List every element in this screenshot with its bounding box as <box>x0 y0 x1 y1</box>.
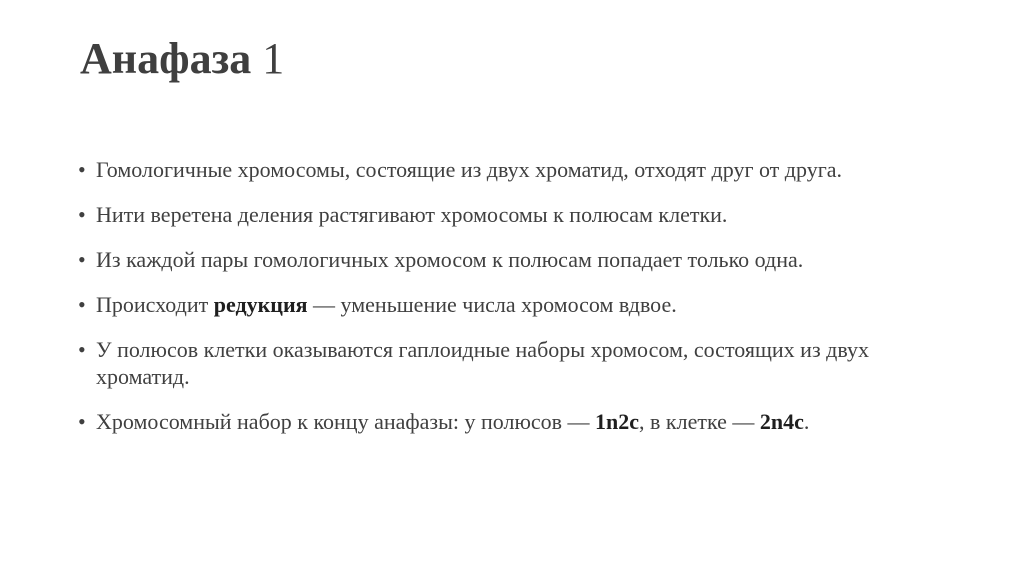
bullet-item <box>80 408 960 435</box>
bullet-text: Нити веретена деления растягивают хромосомы к полюсам клетки. <box>96 202 728 227</box>
bullet-dot: • <box>78 292 86 317</box>
title-main: Анафаза <box>80 34 252 83</box>
slide-title <box>80 33 284 85</box>
bullet-item <box>80 201 960 228</box>
bullet-dot: • <box>78 157 86 182</box>
bullet-item <box>80 156 960 183</box>
bullet-item <box>80 336 960 390</box>
bullet-text-end: . <box>803 409 810 434</box>
bullet-list <box>80 156 960 453</box>
bullet-text-before: Происходит <box>96 292 214 317</box>
bullet-bold-formula-poles: 1n2c <box>595 409 640 434</box>
bullet-text-middle: , в клетке — <box>639 409 760 434</box>
title-number: 1 <box>262 34 285 83</box>
bullet-dot: • <box>78 247 86 272</box>
bullet-dot: • <box>78 202 86 227</box>
bullet-text: У полюсов клетки оказываются гаплоидные наборы хромосом, состоящих из двух хроматид. <box>96 337 869 389</box>
bullet-text: Из каждой пары гомологичных хромосом к полюсам попадает только одна. <box>96 247 804 272</box>
bullet-text: Гомологичные хромосомы, состоящие из двух хроматид, отходят друг от друга. <box>96 157 842 182</box>
bullet-bold-formula-cell: 2n4c <box>759 409 804 434</box>
bullet-text-before: Хромосомный набор к концу анафазы: у полюсов — <box>96 409 596 434</box>
bullet-text-after: — уменьшение числа хромосом вдвое. <box>307 292 677 317</box>
bullet-item <box>80 246 960 273</box>
bullet-item <box>80 291 960 318</box>
bullet-dot: • <box>78 337 86 362</box>
bullet-dot: • <box>78 409 86 434</box>
bullet-bold-term: редукция <box>213 292 308 317</box>
